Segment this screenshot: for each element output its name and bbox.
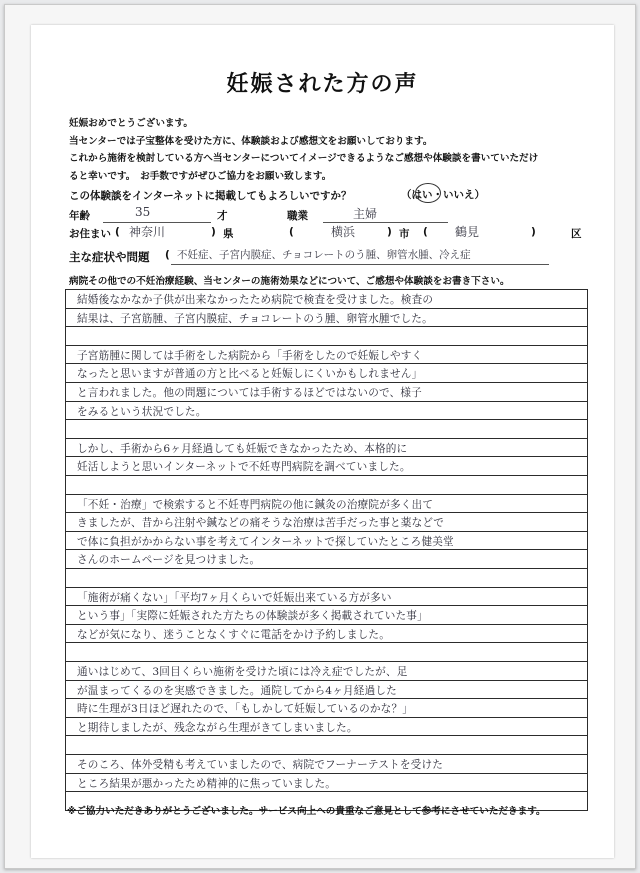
paren-close: ) — [211, 226, 216, 238]
ruled-line — [65, 419, 588, 420]
ruled-line — [65, 624, 588, 625]
document-title: 妊娠された方の声 — [226, 72, 419, 97]
ruled-line — [65, 698, 588, 699]
handwritten-line: なったと思いますが普通の方と比べると妊娠しにくいかもしれません」 — [77, 368, 423, 381]
paren-open: ( — [289, 226, 294, 238]
handwritten-line: 時に生理が3日ほど遅れたので、「もしかして妊娠しているのかな？」 — [77, 703, 414, 716]
city-value: 横浜 — [331, 225, 356, 239]
ward-suffix: 区 — [571, 228, 582, 240]
handwritten-line: 子宮筋腫に関しては手術をした病院から「手術をしたので妊娠しやすく — [77, 349, 423, 362]
age-value: 35 — [135, 205, 151, 219]
intro-line: 当センターでは子宝整体を受けた方に、体験談および感想文をお願いしております。 — [69, 135, 433, 147]
ruled-line — [65, 382, 588, 383]
ruled-line — [65, 531, 588, 532]
handwritten-line: 通いはじめて、3回目くらい施術を受けた頃には冷え症でしたが、足 — [77, 666, 408, 678]
paren-close: ) — [387, 226, 392, 238]
age-label: 年齢 — [69, 210, 90, 222]
ruled-line — [65, 661, 588, 662]
ruled-line — [65, 568, 588, 569]
paren-open: ( — [115, 226, 120, 238]
ruled-line — [65, 308, 588, 309]
ruled-line — [65, 456, 588, 457]
yes-circle-mark — [415, 183, 441, 203]
consent-options: （はい・いいえ） — [401, 189, 485, 201]
handwritten-line: きましたが、昔から注射や鍼などの痛そうな治療は苦手だった事と薬などで — [77, 517, 444, 530]
prefecture-value: 神奈川 — [129, 225, 166, 239]
handwritten-line: という事」「実際に妊娠された方たちの体験談が多く掲載されていた事」 — [77, 610, 428, 623]
symptoms-label: 主な症状や問題 — [69, 250, 150, 264]
intro-line: ると幸いです。 お手数ですがぜひご協力をお願い致します。 — [69, 170, 332, 182]
intro-line: これから施術を検討している方へ当センターについてイメージできるようなご感想や体験談を書いていただけ — [69, 153, 539, 164]
ruled-line — [65, 642, 588, 643]
ruled-line — [65, 791, 588, 792]
handwritten-line: をみるという状況でした。 — [77, 405, 207, 418]
occupation-label: 職業 — [287, 210, 308, 222]
handwritten-line: 妊活しようと思いインターネットで不妊専門病院を調べていました。 — [77, 461, 411, 474]
testimonial-sheet — [31, 25, 614, 858]
paren-open: ( — [423, 226, 428, 238]
ruled-line — [65, 475, 588, 476]
handwritten-line: 結婚後なかなか子供が出来なかったため病院で検査を受けました。検査の — [77, 294, 434, 306]
ruled-line — [65, 512, 588, 513]
ruled-line — [65, 289, 588, 290]
handwritten-line: しかし、手術から6ヶ月経過しても妊娠できなかったため、本格的に — [77, 442, 408, 455]
experience-prompt: 病院その他での不妊治療経験、当センターの施術効果などについて、ご感想や体験談をお書き下さい。 — [69, 276, 510, 287]
city-suffix: 市 — [399, 228, 410, 240]
handwritten-line: 結果は、子宮筋腫、子宮内膜症、チョコレートのう腫、卵管水腫でした。 — [77, 312, 433, 325]
intro-text — [69, 115, 589, 185]
ruled-line — [65, 773, 588, 774]
handwritten-line: で体に負担がかからない事を考えてインターネットで探していたところ健美堂 — [77, 535, 454, 548]
handwritten-line: さんのホームページを見つけました。 — [77, 554, 261, 567]
handwritten-line: ところ結果が悪かったため精神的に焦っていました。 — [77, 777, 337, 790]
ruled-line — [65, 587, 588, 588]
paren-close: ) — [531, 226, 536, 238]
handwritten-line: 「不妊・治療」で検索すると不妊専門病院の他に鍼灸の治療院が多く出て — [77, 498, 434, 511]
ruled-line — [65, 438, 588, 439]
ward-value: 鶴見 — [455, 225, 480, 239]
address-label: お住まい — [69, 228, 111, 240]
ruled-line — [65, 401, 588, 402]
ruled-line — [65, 326, 588, 327]
ruled-line — [65, 680, 588, 681]
ruled-line — [65, 494, 588, 495]
symptoms-value: 不妊症、子宮内膜症、チョコレートのう腫、卵管水腫、冷え症 — [177, 249, 471, 261]
ruled-line — [65, 754, 588, 755]
ruled-line — [65, 363, 588, 364]
symptoms-underline — [171, 264, 549, 265]
ruled-line — [65, 717, 588, 718]
handwritten-line: そのころ、体外受精も考えていましたので、病院でフーナーテストを受けた — [77, 759, 444, 771]
age-unit: 才 — [217, 210, 228, 222]
paren-open: ( — [165, 249, 170, 261]
ruled-line — [65, 735, 588, 736]
footer-note: ※ご協力いただきありがとうございました。サービス向上への貴重なご意見として参考にさせていただきます。 — [67, 806, 546, 817]
handwritten-line: 「施術が痛くない」「平均7ヶ月くらいで妊娠出来ている方が多い — [77, 591, 392, 604]
ruled-line — [65, 605, 588, 606]
ruled-line — [65, 345, 588, 346]
handwritten-line: が温まってくるのを実感できました。通院してから4ヶ月経過した — [77, 684, 397, 697]
intro-line: 妊娠おめでとうございます。 — [69, 118, 193, 129]
writing-area — [65, 289, 588, 811]
handwritten-line: などが気になり、迷うことなくすぐに電話をかけ予約しました。 — [77, 628, 391, 641]
prefecture-suffix: 県 — [223, 228, 234, 240]
photo-frame — [4, 4, 636, 869]
consent-question: この体験談をインターネットに掲載してもよろしいですか？ — [69, 190, 352, 202]
handwritten-line: と期待しましたが、残念ながら生理がきてしまいました。 — [77, 721, 358, 734]
ruled-line — [65, 549, 588, 550]
handwritten-line: と言われました。他の問題については手術するほどではないので、様子 — [77, 387, 422, 399]
occupation-value: 主婦 — [353, 207, 378, 221]
